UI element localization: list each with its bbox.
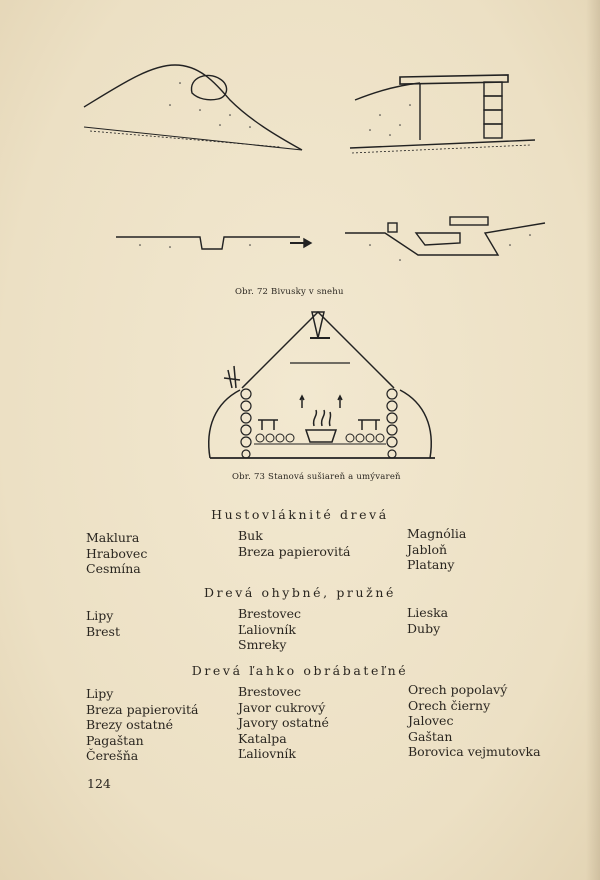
- wood-name: Hrabovec: [86, 545, 148, 561]
- page-number: 124: [87, 776, 111, 791]
- wood-name: Maklura: [86, 530, 140, 545]
- wood-name: Lipy: [86, 686, 114, 701]
- section-2-column-3: [407, 605, 448, 636]
- figure-73-tent-drying-room: [190, 308, 450, 466]
- wood-name: Jabloň: [407, 541, 448, 557]
- figure-72-caption: Obr. 72 Bivusky v snehu: [235, 287, 344, 297]
- wood-name: Borovica vejmutovka: [408, 744, 541, 759]
- section-3-column-2: [238, 684, 329, 762]
- wood-name: Javor cukrový: [238, 699, 326, 715]
- section-heading-workable-woods: Drevá ľahko obrábateľné: [191, 663, 409, 678]
- wood-name: Orech popolavý: [408, 682, 508, 697]
- section-3-column-3: [408, 682, 541, 760]
- section-2-column-2: [238, 606, 301, 653]
- wood-name: Brezy ostatné: [86, 717, 174, 732]
- section-heading-dense-woods: Hustovláknité drevá: [211, 507, 389, 522]
- wood-name: Katalpa: [238, 730, 287, 746]
- wood-name: Brestovec: [238, 606, 301, 621]
- section-1-column-1: [86, 530, 147, 577]
- figure-72-snow-bivouacs: [80, 55, 550, 280]
- wood-name: Breza papierovitá: [238, 543, 351, 559]
- wood-name: Gaštan: [408, 728, 453, 744]
- wood-name: Lipy: [86, 608, 114, 623]
- wood-name: Brest: [86, 623, 120, 639]
- wood-name: Magnólia: [407, 526, 467, 541]
- wood-name: Duby: [407, 620, 441, 636]
- wood-name: Ľaliovník: [238, 746, 296, 761]
- wood-name: Orech čierny: [408, 697, 491, 713]
- wood-name: Platany: [407, 557, 455, 572]
- wood-name: Breza papierovitá: [86, 701, 199, 717]
- section-2-column-1: [86, 608, 120, 639]
- wood-name: Brestovec: [238, 684, 301, 699]
- wood-name: Cesmína: [86, 561, 141, 576]
- section-heading-flexible-woods: Drevá ohybné, pružné: [204, 585, 396, 600]
- wood-name: Pagaštan: [86, 732, 144, 748]
- wood-name: Lieska: [407, 605, 449, 620]
- wood-name: Jalovec: [408, 713, 454, 728]
- wood-name: Smreky: [238, 637, 287, 652]
- page-edge-shadow: [586, 0, 600, 880]
- section-1-column-3: [407, 526, 466, 573]
- wood-name: Ľaliovník: [238, 621, 296, 637]
- section-1-column-2: [238, 528, 350, 559]
- wood-name: Čerešňa: [86, 748, 139, 763]
- section-3-column-1: [86, 686, 198, 764]
- wood-name: Buk: [238, 528, 263, 543]
- figure-73-caption: Obr. 73 Stanová sušiareň a umývareň: [232, 472, 401, 482]
- wood-name: Javory ostatné: [238, 715, 329, 730]
